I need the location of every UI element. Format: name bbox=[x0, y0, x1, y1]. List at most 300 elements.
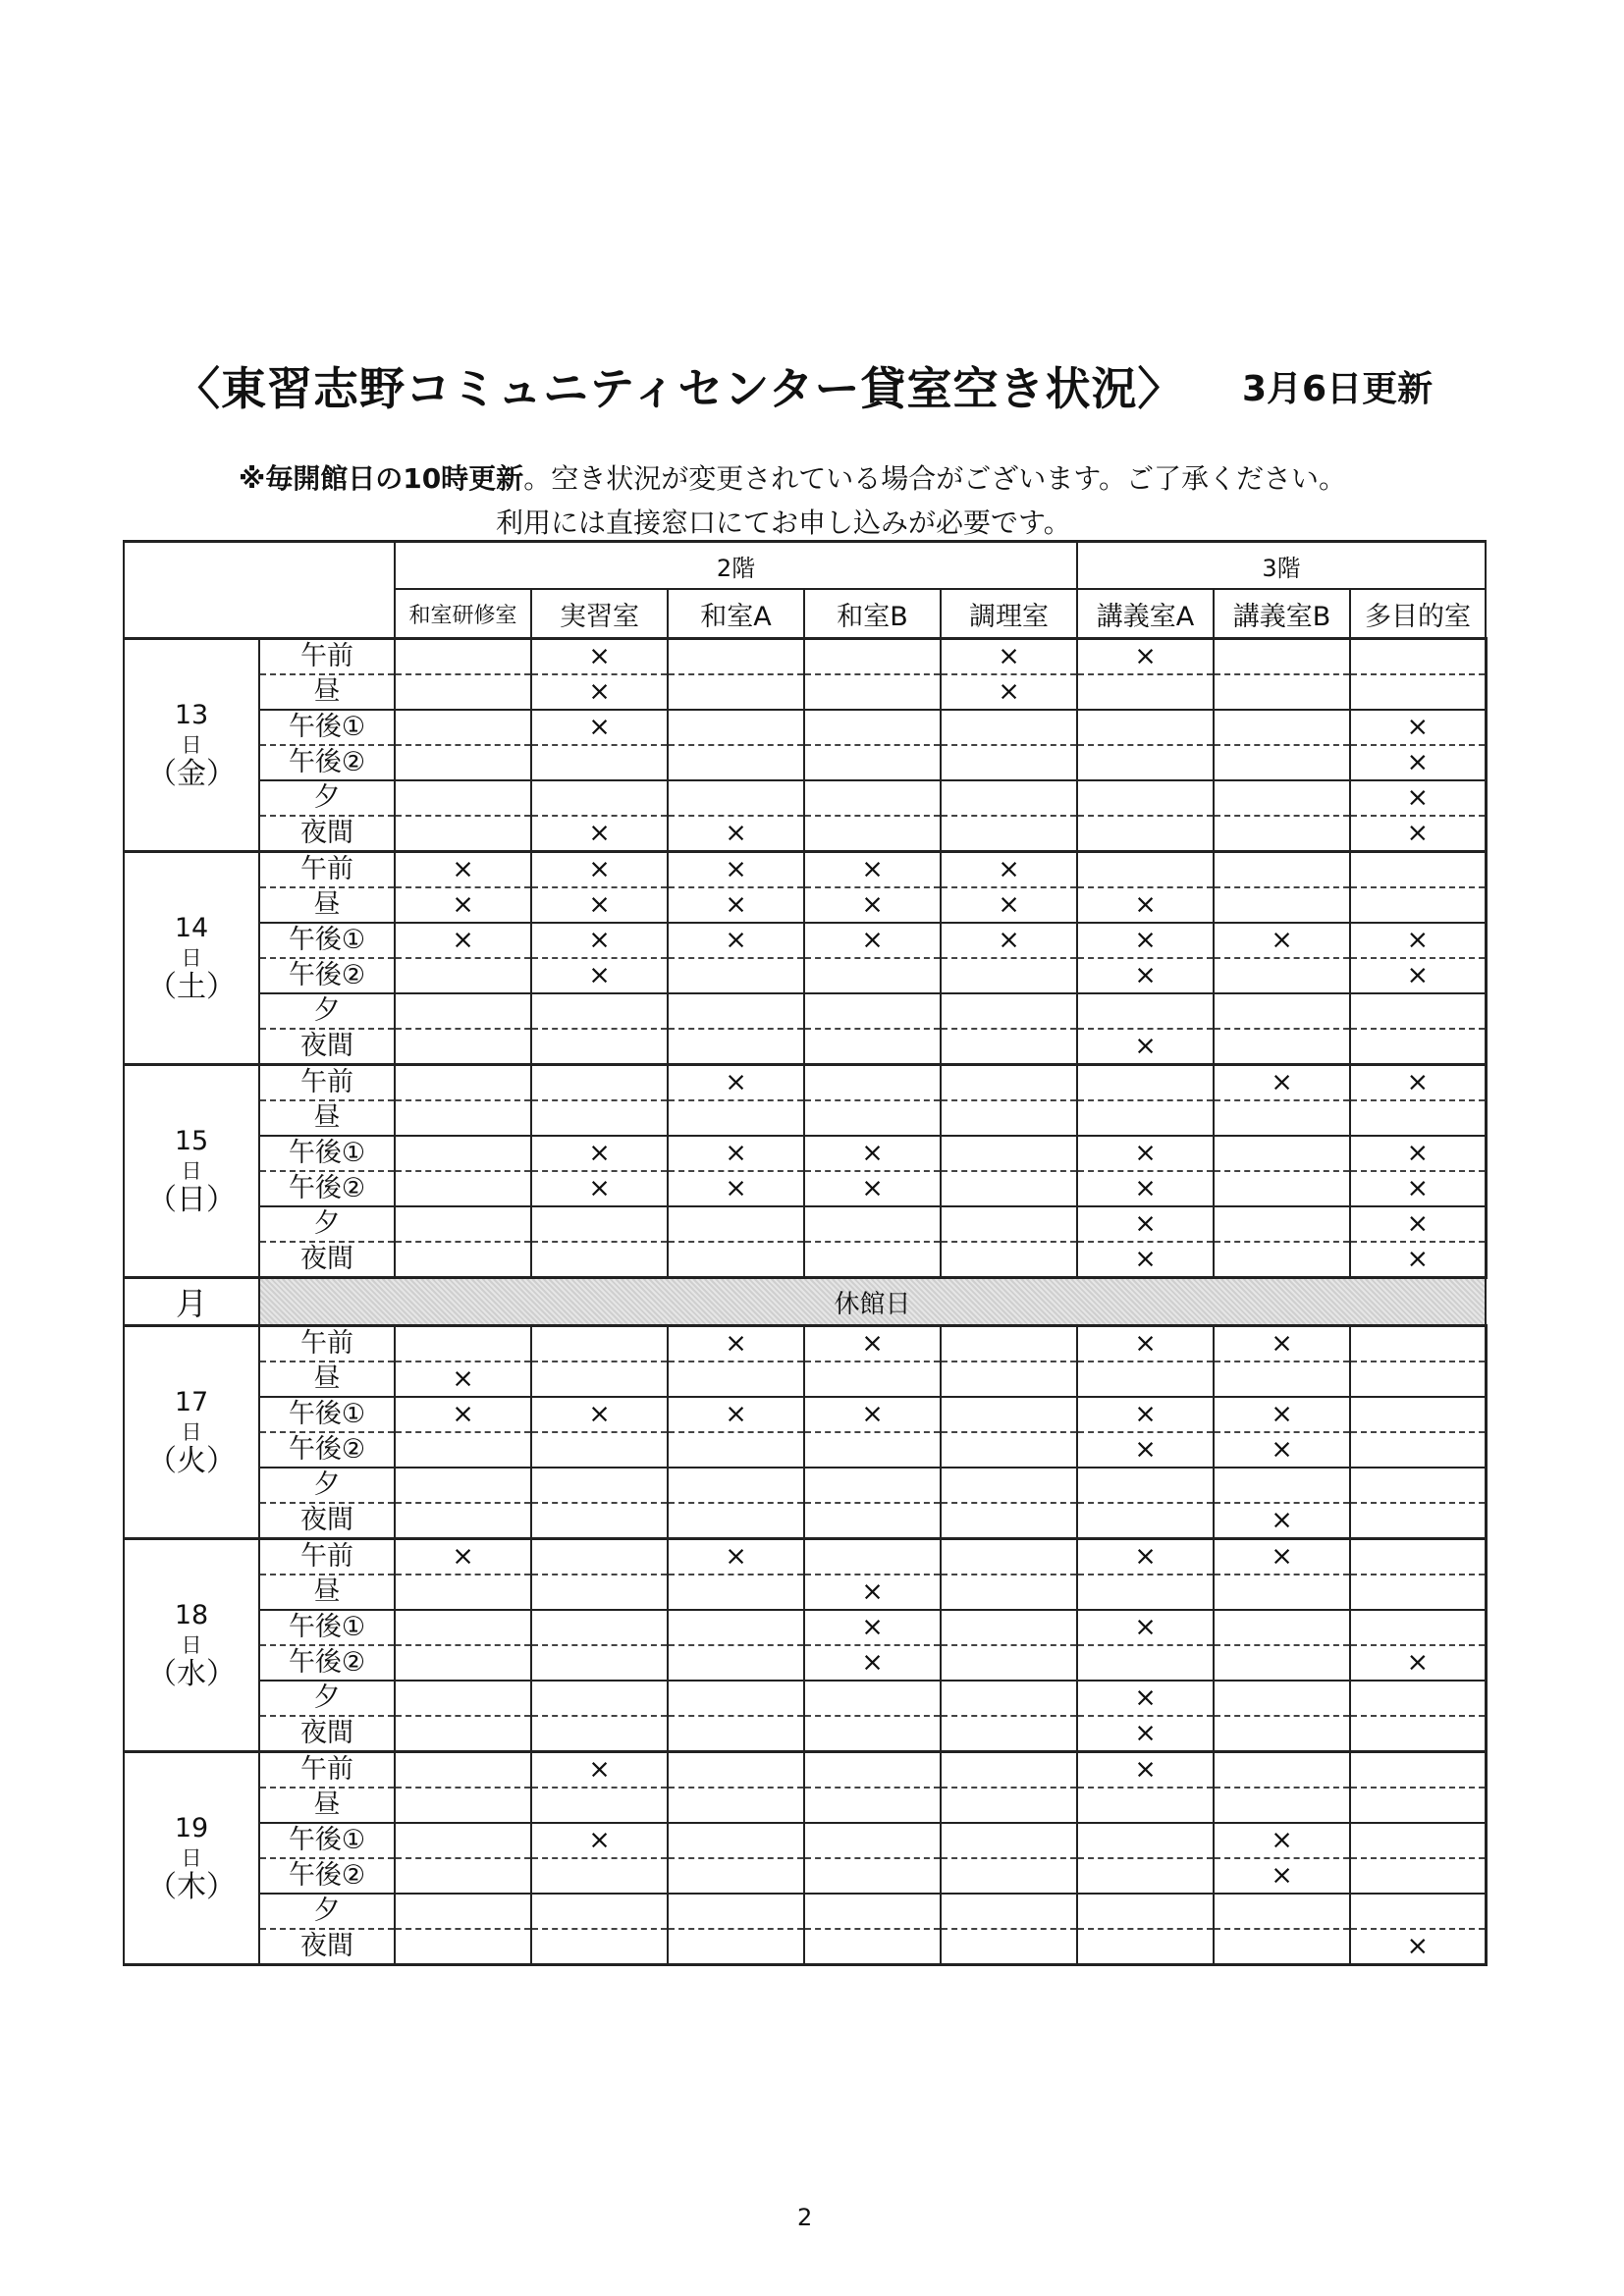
availability-cell bbox=[1350, 1362, 1486, 1397]
availability-cell bbox=[941, 816, 1077, 852]
availability-cell: × bbox=[1350, 745, 1486, 780]
availability-cell bbox=[668, 1503, 804, 1539]
availability-cell bbox=[1350, 1432, 1486, 1468]
availability-cell bbox=[1350, 1100, 1486, 1136]
availability-cell bbox=[804, 1029, 941, 1065]
availability-cell: × bbox=[395, 1362, 531, 1397]
availability-cell bbox=[1077, 745, 1214, 780]
availability-cell bbox=[668, 639, 804, 675]
period-label: 午前 bbox=[259, 1326, 395, 1362]
availability-cell bbox=[395, 1136, 531, 1171]
table-row bbox=[124, 674, 1486, 710]
day-date: 15 bbox=[174, 1126, 209, 1156]
availability-cell: × bbox=[1077, 1539, 1214, 1575]
availability-cell: × bbox=[531, 1752, 668, 1789]
availability-cell: × bbox=[1350, 1206, 1486, 1242]
availability-cell: × bbox=[531, 1823, 668, 1858]
period-label: 昼 bbox=[259, 1362, 395, 1397]
table-row bbox=[124, 1929, 1486, 1965]
availability-cell bbox=[1214, 1468, 1350, 1503]
application-note: 利用には直接窓口にてお申し込みが必要です。 bbox=[496, 507, 1071, 539]
availability-cell: × bbox=[531, 1171, 668, 1206]
closed-row bbox=[124, 1278, 1486, 1326]
update-note-rest: 。空き状況が変更されている場合がございます。ご了承ください。 bbox=[523, 462, 1346, 495]
table-row bbox=[124, 1171, 1486, 1206]
table-row bbox=[124, 923, 1486, 958]
availability-cell bbox=[1350, 1610, 1486, 1645]
table-row bbox=[124, 1242, 1486, 1278]
availability-cell bbox=[1214, 1894, 1350, 1929]
period-label: 午前 bbox=[259, 1539, 395, 1575]
availability-cell: × bbox=[804, 1136, 941, 1171]
table-row bbox=[124, 1539, 1486, 1575]
availability-cell: × bbox=[1077, 1681, 1214, 1716]
table-row bbox=[124, 1432, 1486, 1468]
availability-cell bbox=[941, 1171, 1077, 1206]
table-row bbox=[124, 1858, 1486, 1894]
availability-cell bbox=[1214, 1610, 1350, 1645]
availability-cell bbox=[941, 1894, 1077, 1929]
availability-cell bbox=[1214, 1206, 1350, 1242]
availability-cell bbox=[668, 780, 804, 816]
availability-cell bbox=[941, 745, 1077, 780]
table-row bbox=[124, 1065, 1486, 1101]
availability-cell bbox=[804, 1752, 941, 1789]
page-title: 〈東習志野コミュニティセンター貸室空き状況〉 bbox=[175, 362, 1184, 415]
availability-cell: × bbox=[531, 639, 668, 675]
day-suffix: 日 bbox=[181, 1159, 202, 1183]
availability-cell bbox=[1214, 745, 1350, 780]
availability-cell: × bbox=[1350, 1171, 1486, 1206]
availability-cell bbox=[1350, 1858, 1486, 1894]
period-label: 夕 bbox=[259, 780, 395, 816]
availability-table bbox=[123, 540, 1488, 1966]
availability-cell bbox=[395, 674, 531, 710]
availability-cell bbox=[804, 958, 941, 993]
availability-cell bbox=[1077, 1645, 1214, 1681]
availability-cell bbox=[804, 1681, 941, 1716]
availability-cell: × bbox=[941, 674, 1077, 710]
availability-cell bbox=[531, 1326, 668, 1362]
period-label: 午前 bbox=[259, 852, 395, 888]
availability-cell bbox=[668, 1100, 804, 1136]
availability-cell bbox=[1077, 993, 1214, 1029]
page-number: 2 bbox=[797, 2204, 813, 2231]
availability-cell bbox=[941, 958, 1077, 993]
table-row bbox=[124, 1206, 1486, 1242]
availability-cell bbox=[1077, 1065, 1214, 1101]
availability-cell bbox=[668, 1681, 804, 1716]
availability-cell bbox=[668, 958, 804, 993]
availability-cell bbox=[804, 1362, 941, 1397]
availability-cell: × bbox=[941, 923, 1077, 958]
availability-cell bbox=[1350, 887, 1486, 923]
availability-cell bbox=[668, 1610, 804, 1645]
availability-cell bbox=[1214, 1681, 1350, 1716]
availability-cell bbox=[1214, 1752, 1350, 1789]
availability-cell bbox=[668, 1716, 804, 1752]
availability-cell bbox=[531, 1894, 668, 1929]
availability-cell bbox=[531, 993, 668, 1029]
availability-cell bbox=[668, 1788, 804, 1823]
availability-cell: × bbox=[531, 1136, 668, 1171]
availability-cell: × bbox=[531, 958, 668, 993]
availability-cell: × bbox=[1214, 1503, 1350, 1539]
availability-cell bbox=[804, 816, 941, 852]
table-row bbox=[124, 1326, 1486, 1362]
table-row bbox=[124, 852, 1486, 888]
availability-cell bbox=[668, 1645, 804, 1681]
floor-header: 3階 bbox=[1077, 542, 1486, 590]
availability-cell bbox=[668, 1575, 804, 1610]
day-label bbox=[124, 639, 259, 852]
update-note bbox=[239, 457, 1346, 497]
availability-cell: × bbox=[804, 1171, 941, 1206]
availability-cell bbox=[531, 1681, 668, 1716]
availability-cell bbox=[804, 1858, 941, 1894]
availability-cell bbox=[395, 1503, 531, 1539]
period-label: 午後② bbox=[259, 1645, 395, 1681]
table-row bbox=[124, 710, 1486, 745]
period-label: 午後② bbox=[259, 1858, 395, 1894]
availability-cell bbox=[1214, 710, 1350, 745]
table-row bbox=[124, 1610, 1486, 1645]
availability-cell bbox=[941, 1681, 1077, 1716]
availability-cell bbox=[1350, 639, 1486, 675]
availability-cell bbox=[1350, 852, 1486, 888]
availability-cell bbox=[1214, 816, 1350, 852]
room-header: 和室研修室 bbox=[395, 589, 531, 639]
availability-cell: × bbox=[1350, 1242, 1486, 1278]
period-label: 午前 bbox=[259, 639, 395, 675]
period-label: 昼 bbox=[259, 1575, 395, 1610]
availability-cell bbox=[1077, 816, 1214, 852]
availability-cell bbox=[668, 1206, 804, 1242]
availability-cell bbox=[395, 1929, 531, 1965]
room-header: 講義室A bbox=[1077, 589, 1214, 639]
table-row bbox=[124, 1029, 1486, 1065]
availability-cell bbox=[668, 1929, 804, 1965]
day-date: 14 bbox=[174, 913, 209, 943]
period-label: 夕 bbox=[259, 1681, 395, 1716]
availability-cell: × bbox=[1077, 923, 1214, 958]
availability-cell bbox=[668, 1823, 804, 1858]
availability-cell bbox=[395, 710, 531, 745]
table-row bbox=[124, 1136, 1486, 1171]
table-row bbox=[124, 1788, 1486, 1823]
period-label: 午後② bbox=[259, 958, 395, 993]
availability-cell: × bbox=[1350, 923, 1486, 958]
availability-cell bbox=[804, 1242, 941, 1278]
availability-cell bbox=[531, 780, 668, 816]
period-label: 午後② bbox=[259, 1432, 395, 1468]
availability-cell: × bbox=[1214, 1858, 1350, 1894]
room-header: 講義室B bbox=[1214, 589, 1350, 639]
availability-cell bbox=[941, 1029, 1077, 1065]
period-label: 午後① bbox=[259, 1136, 395, 1171]
availability-cell: × bbox=[941, 852, 1077, 888]
availability-cell bbox=[395, 816, 531, 852]
availability-cell: × bbox=[531, 887, 668, 923]
availability-cell: × bbox=[1214, 923, 1350, 958]
availability-cell: × bbox=[1077, 1242, 1214, 1278]
period-label: 昼 bbox=[259, 1100, 395, 1136]
period-label: 午後① bbox=[259, 1610, 395, 1645]
availability-cell bbox=[941, 1206, 1077, 1242]
availability-cell bbox=[395, 1326, 531, 1362]
availability-cell bbox=[531, 1929, 668, 1965]
table-row bbox=[124, 745, 1486, 780]
availability-cell: × bbox=[395, 1539, 531, 1575]
availability-cell bbox=[1077, 1100, 1214, 1136]
table-row bbox=[124, 1716, 1486, 1752]
availability-cell: × bbox=[941, 887, 1077, 923]
availability-cell bbox=[1077, 1362, 1214, 1397]
availability-cell bbox=[531, 1610, 668, 1645]
day-label bbox=[124, 852, 259, 1065]
day-weekday: （土） bbox=[147, 970, 236, 1004]
table-row bbox=[124, 1468, 1486, 1503]
table-row bbox=[124, 1575, 1486, 1610]
period-label: 夕 bbox=[259, 993, 395, 1029]
table-row bbox=[124, 639, 1486, 675]
availability-cell: × bbox=[804, 1326, 941, 1362]
availability-cell bbox=[1214, 1242, 1350, 1278]
availability-cell bbox=[1350, 1468, 1486, 1503]
update-date: 3月6日更新 bbox=[1242, 369, 1434, 409]
period-label: 昼 bbox=[259, 674, 395, 710]
period-label: 夜間 bbox=[259, 816, 395, 852]
availability-cell bbox=[1214, 639, 1350, 675]
day-date: 19 bbox=[174, 1813, 209, 1843]
availability-cell bbox=[1350, 1575, 1486, 1610]
availability-cell bbox=[941, 1397, 1077, 1432]
availability-cell bbox=[1214, 1171, 1350, 1206]
availability-cell: × bbox=[531, 1397, 668, 1432]
availability-cell: × bbox=[668, 1326, 804, 1362]
availability-cell bbox=[1350, 1029, 1486, 1065]
availability-cell bbox=[804, 1539, 941, 1575]
availability-cell bbox=[1214, 993, 1350, 1029]
availability-cell bbox=[1350, 1503, 1486, 1539]
availability-cell: × bbox=[804, 1397, 941, 1432]
availability-cell bbox=[1077, 1468, 1214, 1503]
table-row bbox=[124, 1681, 1486, 1716]
availability-cell bbox=[941, 993, 1077, 1029]
availability-cell: × bbox=[395, 923, 531, 958]
day-date: 18 bbox=[174, 1600, 209, 1630]
availability-cell bbox=[1077, 674, 1214, 710]
availability-cell bbox=[395, 1610, 531, 1645]
availability-cell bbox=[804, 745, 941, 780]
table-row bbox=[124, 1894, 1486, 1929]
period-label: 昼 bbox=[259, 1788, 395, 1823]
availability-cell bbox=[941, 1788, 1077, 1823]
availability-cell bbox=[1214, 1575, 1350, 1610]
availability-cell bbox=[804, 1929, 941, 1965]
availability-cell bbox=[1350, 1716, 1486, 1752]
day-date: 17 bbox=[174, 1387, 209, 1417]
availability-cell bbox=[668, 674, 804, 710]
availability-cell bbox=[1077, 1788, 1214, 1823]
availability-cell bbox=[395, 1858, 531, 1894]
table-row bbox=[124, 1362, 1486, 1397]
availability-cell bbox=[395, 780, 531, 816]
availability-cell bbox=[804, 1065, 941, 1101]
availability-cell: × bbox=[668, 1136, 804, 1171]
table-row bbox=[124, 1397, 1486, 1432]
availability-cell bbox=[1077, 852, 1214, 888]
availability-cell bbox=[531, 1575, 668, 1610]
period-label: 夜間 bbox=[259, 1929, 395, 1965]
availability-cell bbox=[1214, 1929, 1350, 1965]
availability-cell bbox=[804, 1894, 941, 1929]
availability-cell bbox=[668, 1432, 804, 1468]
availability-cell bbox=[531, 1539, 668, 1575]
availability-cell: × bbox=[1077, 639, 1214, 675]
availability-cell bbox=[395, 1645, 531, 1681]
day-label bbox=[124, 1065, 259, 1278]
availability-cell: × bbox=[804, 1575, 941, 1610]
period-label: 午後① bbox=[259, 1823, 395, 1858]
availability-cell bbox=[804, 639, 941, 675]
availability-cell: × bbox=[1350, 1645, 1486, 1681]
availability-cell bbox=[1214, 1645, 1350, 1681]
availability-cell: × bbox=[1077, 1432, 1214, 1468]
availability-cell bbox=[531, 1503, 668, 1539]
availability-cell bbox=[1077, 780, 1214, 816]
room-header: 和室B bbox=[804, 589, 941, 639]
floor-header: 2階 bbox=[395, 542, 1077, 590]
availability-cell bbox=[1077, 1503, 1214, 1539]
availability-cell bbox=[1350, 1397, 1486, 1432]
availability-cell bbox=[1214, 1029, 1350, 1065]
availability-cell: × bbox=[1077, 1752, 1214, 1789]
availability-cell bbox=[1214, 1362, 1350, 1397]
availability-cell bbox=[531, 1645, 668, 1681]
availability-cell bbox=[395, 1432, 531, 1468]
availability-cell bbox=[804, 1468, 941, 1503]
availability-cell bbox=[804, 1432, 941, 1468]
room-header: 多目的室 bbox=[1350, 589, 1486, 639]
availability-cell bbox=[1350, 674, 1486, 710]
day-suffix: 日 bbox=[181, 1633, 202, 1657]
availability-cell bbox=[531, 1432, 668, 1468]
table-row bbox=[124, 1100, 1486, 1136]
availability-cell: × bbox=[804, 887, 941, 923]
availability-cell: × bbox=[531, 710, 668, 745]
availability-cell bbox=[668, 1362, 804, 1397]
availability-cell bbox=[1214, 1788, 1350, 1823]
availability-cell: × bbox=[668, 1065, 804, 1101]
availability-cell bbox=[531, 1065, 668, 1101]
availability-cell bbox=[941, 1136, 1077, 1171]
day-label bbox=[124, 1752, 259, 1965]
day-label bbox=[124, 1539, 259, 1752]
availability-cell bbox=[1350, 1752, 1486, 1789]
period-label: 夕 bbox=[259, 1206, 395, 1242]
availability-cell bbox=[395, 1206, 531, 1242]
availability-cell bbox=[668, 1894, 804, 1929]
day-weekday: （木） bbox=[147, 1870, 236, 1904]
availability-cell: × bbox=[1214, 1065, 1350, 1101]
availability-cell bbox=[941, 1645, 1077, 1681]
availability-cell bbox=[395, 1752, 531, 1789]
availability-cell bbox=[531, 1858, 668, 1894]
availability-cell bbox=[1077, 710, 1214, 745]
period-label: 午後② bbox=[259, 745, 395, 780]
availability-cell bbox=[804, 1206, 941, 1242]
availability-cell bbox=[941, 1716, 1077, 1752]
availability-cell bbox=[395, 1823, 531, 1858]
availability-cell bbox=[1214, 780, 1350, 816]
availability-cell bbox=[395, 958, 531, 993]
closed-month: 月 bbox=[124, 1278, 259, 1326]
availability-cell bbox=[395, 1468, 531, 1503]
availability-cell bbox=[941, 1929, 1077, 1965]
availability-cell bbox=[941, 1575, 1077, 1610]
availability-cell bbox=[804, 1100, 941, 1136]
availability-cell bbox=[1350, 993, 1486, 1029]
availability-cell: × bbox=[531, 674, 668, 710]
period-label: 午後① bbox=[259, 923, 395, 958]
table-row bbox=[124, 887, 1486, 923]
availability-cell: × bbox=[1077, 1716, 1214, 1752]
table-row bbox=[124, 1752, 1486, 1789]
availability-cell: × bbox=[1077, 1171, 1214, 1206]
availability-cell: × bbox=[1214, 1432, 1350, 1468]
availability-cell: × bbox=[1214, 1539, 1350, 1575]
availability-cell bbox=[668, 993, 804, 1029]
availability-cell bbox=[804, 1716, 941, 1752]
availability-cell: × bbox=[668, 1171, 804, 1206]
availability-cell bbox=[668, 1029, 804, 1065]
day-weekday: （火） bbox=[147, 1444, 236, 1478]
availability-cell: × bbox=[804, 852, 941, 888]
availability-cell bbox=[395, 1100, 531, 1136]
availability-cell: × bbox=[1350, 1065, 1486, 1101]
table-row bbox=[124, 1503, 1486, 1539]
availability-cell bbox=[804, 1503, 941, 1539]
period-label: 夕 bbox=[259, 1468, 395, 1503]
availability-cell bbox=[1214, 958, 1350, 993]
availability-cell: × bbox=[1350, 780, 1486, 816]
availability-cell bbox=[804, 1823, 941, 1858]
availability-cell bbox=[1077, 1894, 1214, 1929]
availability-cell bbox=[531, 1206, 668, 1242]
availability-cell bbox=[941, 1752, 1077, 1789]
availability-cell: × bbox=[1350, 958, 1486, 993]
availability-cell: × bbox=[1077, 887, 1214, 923]
availability-cell: × bbox=[1350, 1929, 1486, 1965]
period-label: 午前 bbox=[259, 1752, 395, 1789]
availability-cell bbox=[941, 1432, 1077, 1468]
availability-cell: × bbox=[1077, 1029, 1214, 1065]
availability-cell: × bbox=[804, 1610, 941, 1645]
day-label bbox=[124, 1326, 259, 1539]
availability-cell: × bbox=[1214, 1397, 1350, 1432]
availability-cell: × bbox=[804, 1645, 941, 1681]
availability-cell bbox=[531, 1100, 668, 1136]
period-label: 夜間 bbox=[259, 1503, 395, 1539]
table-row bbox=[124, 1645, 1486, 1681]
availability-cell bbox=[395, 1242, 531, 1278]
availability-cell bbox=[1077, 1823, 1214, 1858]
availability-cell: × bbox=[1077, 1610, 1214, 1645]
availability-cell bbox=[395, 1681, 531, 1716]
availability-cell: × bbox=[1077, 958, 1214, 993]
availability-cell: × bbox=[1077, 1136, 1214, 1171]
